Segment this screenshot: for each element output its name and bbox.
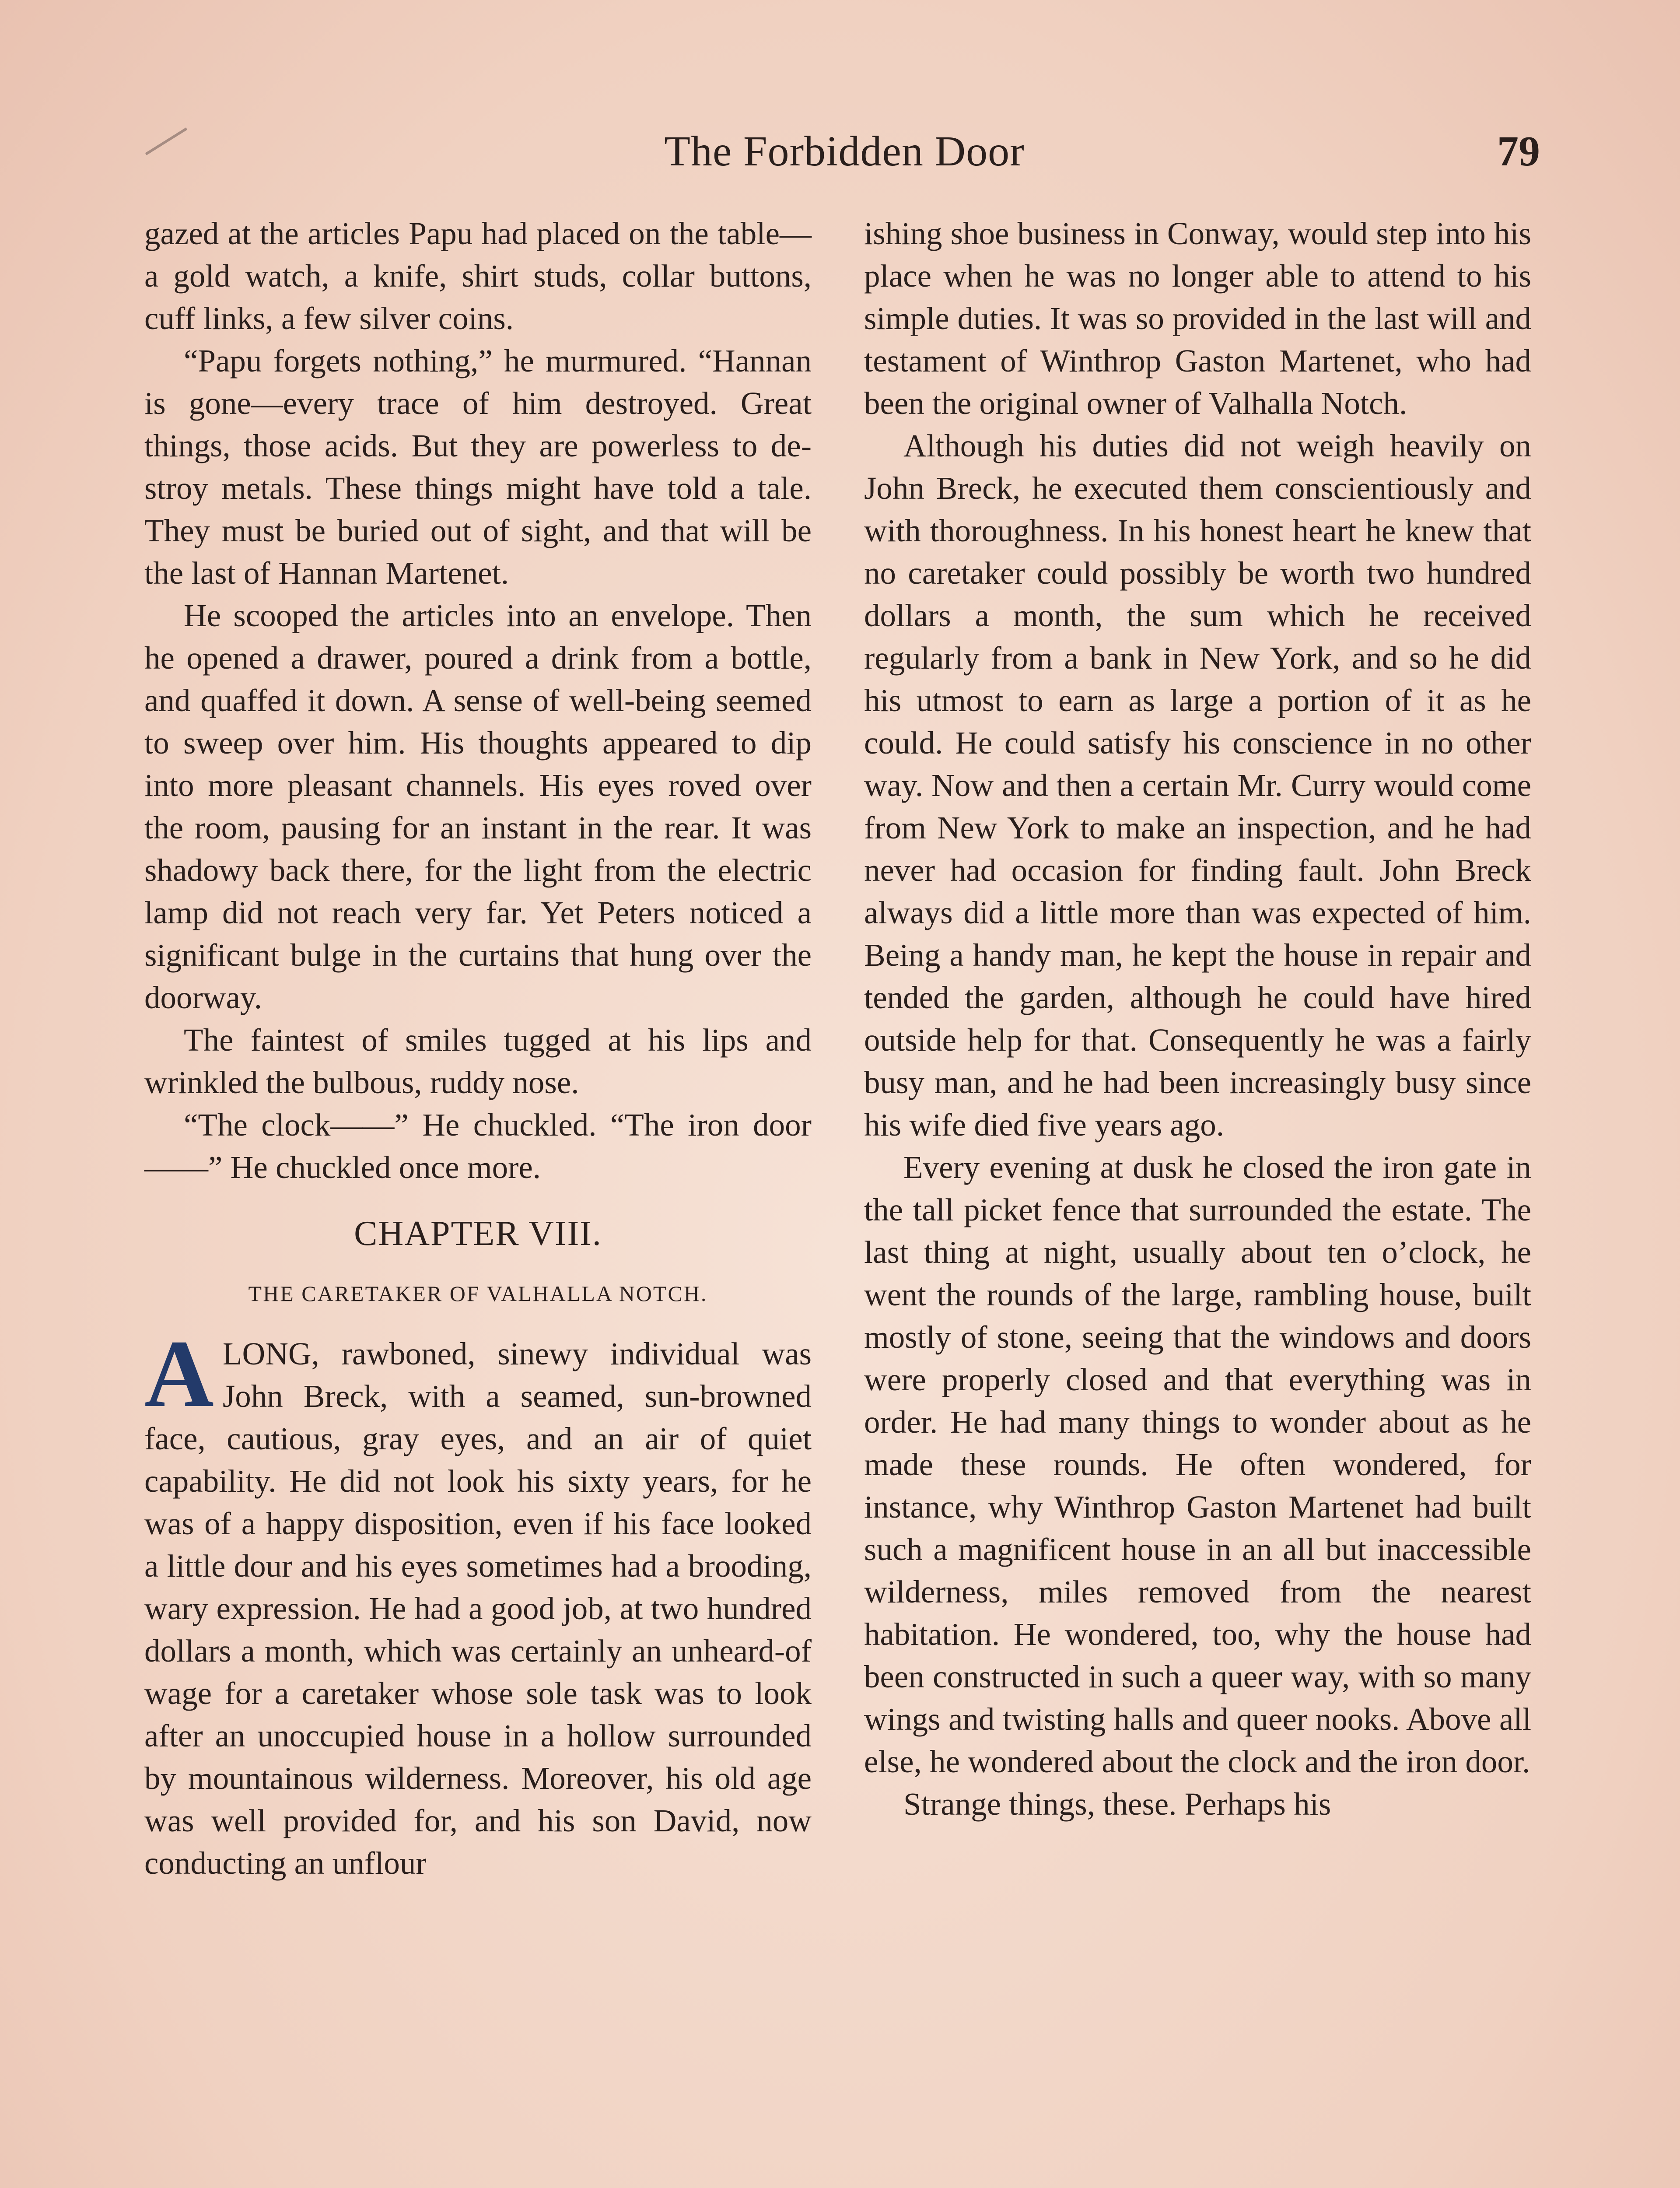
paragraph: The faintest of smiles tugged at his lips and wrinkled the bulbous, ruddy nose. xyxy=(144,1022,812,1100)
left-column xyxy=(144,212,812,1884)
drop-cap: A xyxy=(144,1320,214,1427)
paragraph: Every evening at dusk he closed the iron gate in the tall picket fence that surrounded the estate. The last thing at night, usually about ten o’clock, he went the rounds of the large, rambling house, built mostly of stone, seeing that the windows and doors were properly closed and that everything was in order. He had many things to wonder about as he made these rounds. He often wondered, for instance, why Winthrop Gaston Martenet had built such a magnificent house in an all but inaccessible wilderness, miles removed from the nearest habitation. He wondered, too, why the house had been constructed in such a queer way, with so many wings and twisting halls and queer nooks. Above all else, he wondered about the clock and the iron door. xyxy=(864,1150,1531,1779)
page-number: 79 xyxy=(1497,128,1540,175)
chapter-opening-paragraph xyxy=(144,1320,812,1884)
paragraph: gazed at the articles Papu had placed on the table—a gold watch, a knife, shirt studs, collar buttons, cuff links, a few silver coins. xyxy=(144,216,812,336)
paragraph: “The clock——” He chuckled. “The iron door——” He chuckled once more. xyxy=(144,1107,812,1185)
paragraph: “Papu forgets nothing,” he murmured. “Hannan is gone—every trace of him destroyed. Great things, those acids. But they are powerless to destroy metals. These things might have told a tale. They must be buried out of sight, and that will be the last of Hannan Martenet. xyxy=(144,343,812,591)
paragraph: Although his duties did not weigh heavily on John Breck, he executed them conscientiously and with thoroughness. In his honest heart he knew that no caretaker could possibly be worth two hundred dollars a month, the sum which he received regularly from a bank in New York, and so he did his utmost to earn as large a portion of it as he could. He could satisfy his conscience in no other way. Now and then a certain Mr. Curry would come from New York to make an inspection, and he had never had occasion for finding fault. John Breck always did a little more than was expected of him. Being a handy man, he kept the house in repair and tended the garden, although he could have hired outside help for that. Consequently he was a fairly busy man, and he had been increasingly busy since his wife died five years ago. xyxy=(864,428,1531,1143)
paragraph: ishing shoe business in Conway, would step into his place when he was no longer able to attend to his simple duties. It was so provided in the last will and testament of Winthrop Gaston Martenet, who had been the original owner of Valhalla Notch. xyxy=(864,216,1531,421)
chapter-title: CHAPTER VIII. xyxy=(354,1214,602,1253)
right-column xyxy=(864,212,1531,1825)
running-head-title: The Forbidden Door xyxy=(664,128,1025,175)
paragraph: Strange things, these. Perhaps his xyxy=(903,1786,1331,1822)
pencil-mark xyxy=(145,127,187,155)
chapter-opening-text: LONG, rawboned, sinewy individual was John Breck, with a seamed, sun-browned face, cautious, gray eyes, and an air of quiet capability. He did not look his sixty years, for he was of a happy disposition, even if his face looked a little dour and his eyes sometimes had a brooding, wary expression. He had a good job, at two hundred dollars a month, which was certainly an unheard-of wage for a caretaker whose sole task was to look after an unoccupied house in a hollow surrounded by mountainous wilderness. Moreover, his old age was well provided for, and his son David, now conducting an unflour xyxy=(144,1336,812,1881)
paragraph: He scooped the articles into an envelope. Then he opened a drawer, poured a drink from a bottle, and quaffed it down. A sense of well-being seemed to sweep over him. His thoughts appeared to dip into more pleasant channels. His eyes roved over the room, pausing for an instant in the rear. It was shadowy back there, for the light from the electric lamp did not reach very far. Yet Peters noticed a significant bulge in the curtains that hung over the doorway. xyxy=(144,598,812,1015)
chapter-subtitle: THE CARETAKER OF VALHALLA NOTCH. xyxy=(248,1281,708,1306)
